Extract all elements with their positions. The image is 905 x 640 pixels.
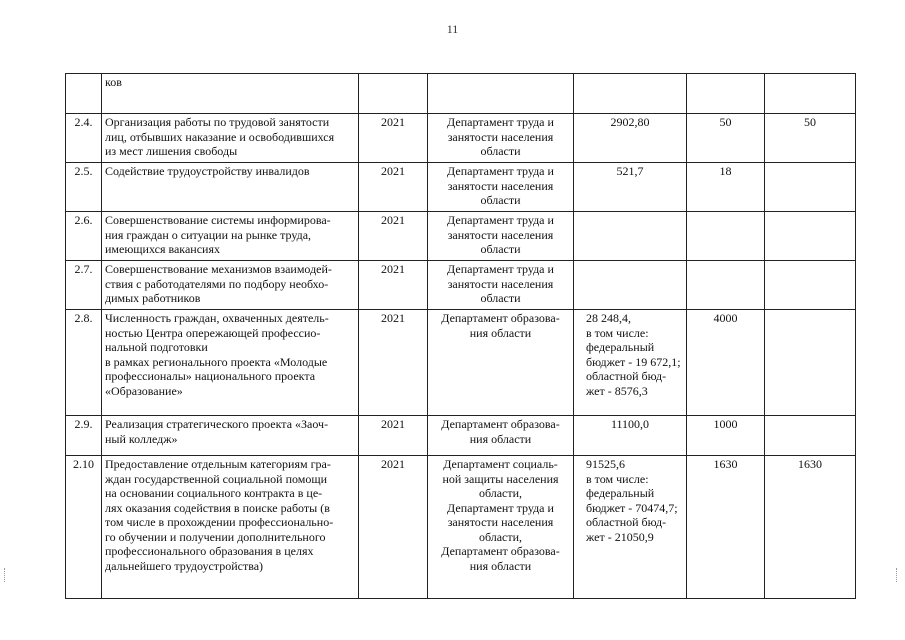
executor-cell-line: Департамент образова- — [441, 417, 560, 431]
measure-name-line: ждан государственной социальной помощи — [105, 471, 328, 486]
indicator-value-1 — [687, 74, 765, 114]
executor-cell-line: ния области — [469, 558, 532, 573]
table-row — [66, 163, 856, 212]
indicator-value-2: 1630 — [765, 456, 856, 599]
finance-cell — [574, 163, 687, 212]
executor-cell — [428, 456, 574, 599]
executor-cell-line: Департамент социаль- — [443, 457, 558, 471]
measure-name-line: Совершенствование системы информирова- — [105, 213, 331, 227]
table-row — [66, 456, 856, 599]
executor-cell-line: занятости населения — [447, 227, 554, 242]
indicator-value-2 — [765, 416, 856, 456]
page-number: 11 — [446, 22, 459, 36]
table-row — [66, 114, 856, 163]
measure-name-line: ностью Центра опережающей профессио- — [105, 325, 321, 340]
year-cell: 2021 — [359, 261, 428, 310]
indicator-value-2: 50 — [765, 114, 856, 163]
measure-name-line: имеющихся вакансиях — [105, 242, 220, 256]
indicator-value-1: 18 — [687, 163, 765, 212]
executor-cell — [428, 74, 574, 114]
finance-cell-line: 28 248,4, — [586, 311, 631, 325]
left-margin-mark — [4, 568, 9, 582]
row-number: 2.9. — [66, 416, 102, 456]
measure-name-line: Совершенствование механизмов взаимодей- — [105, 262, 332, 276]
executor-cell-line: занятости населения — [447, 515, 554, 529]
measure-name-line: Организация работы по трудовой занятости — [105, 115, 330, 129]
finance-cell — [574, 416, 687, 456]
measure-name — [102, 74, 359, 114]
indicator-value-1 — [687, 261, 765, 310]
measure-name-line: Предоставление отдельным категориям гра- — [105, 457, 331, 471]
executor-cell — [428, 416, 574, 456]
executor-cell — [428, 261, 574, 310]
measure-name — [102, 212, 359, 261]
finance-cell-line: в том числе: — [586, 325, 649, 340]
executor-cell — [428, 163, 574, 212]
finance-cell-line: федеральный — [586, 340, 655, 354]
measure-name-line: Реализация стратегического проекта «Заоч- — [105, 417, 329, 431]
finance-cell — [574, 212, 687, 261]
finance-cell-line: федеральный — [586, 486, 655, 500]
year-cell: 2021 — [359, 416, 428, 456]
measure-name — [102, 261, 359, 310]
executor-cell-line: занятости населения — [447, 129, 554, 144]
row-number — [66, 74, 102, 114]
measure-name-line: лиц, отбывших наказание и освободившихся — [105, 129, 335, 144]
indicator-value-2 — [765, 212, 856, 261]
row-number: 2.5. — [66, 163, 102, 212]
right-margin-mark — [896, 568, 901, 582]
row-number: 2.6. — [66, 212, 102, 261]
measure-name-line: на основании социального контракта в це- — [105, 486, 323, 500]
measure-name-line: профессионального образования в целях — [105, 544, 314, 558]
finance-cell-line: бюджет - 70474,7; — [586, 500, 678, 515]
year-cell — [359, 74, 428, 114]
executor-cell-line: Департамент труда и — [447, 500, 554, 515]
finance-cell-line: 11100,0 — [610, 417, 650, 431]
measure-name-line: в рамках регионального проекта «Молодые — [105, 354, 328, 369]
finance-cell-line: 91525,6 — [586, 457, 625, 471]
indicator-value-1: 4000 — [687, 310, 765, 416]
measure-name-line: том числе в прохождении профессионально- — [105, 515, 334, 529]
executor-cell-line: Департамент труда и — [447, 213, 554, 227]
finance-cell-line: 521,7 — [616, 164, 644, 178]
executor-cell-line: ной защиты населения — [442, 471, 559, 486]
finance-cell-line: областной бюд- — [586, 369, 667, 383]
indicator-value-1: 1630 — [687, 456, 765, 599]
executor-cell-line: области — [480, 291, 521, 305]
indicator-value-1: 50 — [687, 114, 765, 163]
table-body — [66, 74, 856, 599]
row-number: 2.10 — [66, 456, 102, 599]
year-cell: 2021 — [359, 114, 428, 163]
measure-name-line: нальной подготовки — [105, 340, 208, 354]
measure-name-line: лях оказания содействия в поиске работы (в — [105, 500, 330, 515]
executor-cell-line: Департамент образова- — [441, 544, 560, 558]
finance-cell-line: жет - 21050,9 — [586, 529, 654, 544]
measures-table — [65, 73, 856, 599]
year-cell: 2021 — [359, 456, 428, 599]
executor-cell-line: области, — [478, 486, 523, 500]
finance-cell-line: областной бюд- — [586, 515, 667, 529]
measure-name-line: из мест лишения свободы — [105, 144, 238, 158]
finance-cell-line: жет - 8576,3 — [586, 383, 648, 398]
measure-name-line: ствия с работодателями по подбору необхо- — [105, 276, 329, 291]
finance-cell-line: в том числе: — [586, 471, 649, 486]
executor-cell-line: Департамент труда и — [447, 262, 554, 276]
executor-cell — [428, 212, 574, 261]
measure-name-line: «Образование» — [105, 383, 183, 398]
measure-name-line: дальнейшего трудоустройства) — [105, 558, 264, 573]
finance-cell-line: бюджет - 19 672,1; — [586, 354, 681, 369]
measure-name-line: Содействие трудоустройству инвалидов — [105, 164, 310, 178]
finance-cell — [574, 74, 687, 114]
table-row — [66, 74, 856, 114]
table-row — [66, 212, 856, 261]
executor-cell — [428, 310, 574, 416]
executor-cell-line: занятости населения — [447, 178, 554, 193]
executor-cell-line: Департамент труда и — [447, 164, 554, 178]
measure-name-line: ния граждан о ситуации на рынке труда, — [105, 227, 312, 242]
executor-cell-line: области — [480, 242, 521, 256]
finance-cell — [574, 456, 687, 599]
indicator-value-1 — [687, 212, 765, 261]
executor-cell-line: Департамент труда и — [447, 115, 554, 129]
measure-name-line: ков — [105, 75, 122, 89]
measure-name — [102, 456, 359, 599]
measure-name-line: профессионалы» национального проекта — [105, 369, 316, 383]
table-row — [66, 416, 856, 456]
executor-cell-line: Департамент образова- — [441, 311, 560, 325]
indicator-value-2 — [765, 261, 856, 310]
executor-cell-line: ния области — [469, 431, 532, 446]
indicator-value-1: 1000 — [687, 416, 765, 456]
measure-name — [102, 163, 359, 212]
finance-cell — [574, 310, 687, 416]
row-number: 2.8. — [66, 310, 102, 416]
measure-name — [102, 114, 359, 163]
executor-cell-line: ния области — [469, 325, 532, 340]
measure-name-line: го обучении и получении дополнительного — [105, 529, 326, 544]
row-number: 2.7. — [66, 261, 102, 310]
row-number: 2.4. — [66, 114, 102, 163]
executor-cell-line: области — [480, 193, 521, 207]
finance-cell-line: 2902,80 — [610, 115, 650, 129]
indicator-value-2 — [765, 163, 856, 212]
measure-name-line: димых работников — [105, 291, 201, 305]
year-cell: 2021 — [359, 163, 428, 212]
indicator-value-2 — [765, 74, 856, 114]
year-cell: 2021 — [359, 212, 428, 261]
measure-name — [102, 416, 359, 456]
finance-cell — [574, 261, 687, 310]
year-cell: 2021 — [359, 310, 428, 416]
measure-name-line: Численность граждан, охваченных деятель- — [105, 311, 329, 325]
executor-cell-line: области, — [478, 529, 523, 544]
indicator-value-2 — [765, 310, 856, 416]
table-row — [66, 310, 856, 416]
measure-name — [102, 310, 359, 416]
measure-name-line: ный колледж» — [105, 431, 178, 446]
table-row — [66, 261, 856, 310]
executor-cell — [428, 114, 574, 163]
finance-cell — [574, 114, 687, 163]
executor-cell-line: занятости населения — [447, 276, 554, 291]
executor-cell-line: области — [480, 144, 521, 158]
